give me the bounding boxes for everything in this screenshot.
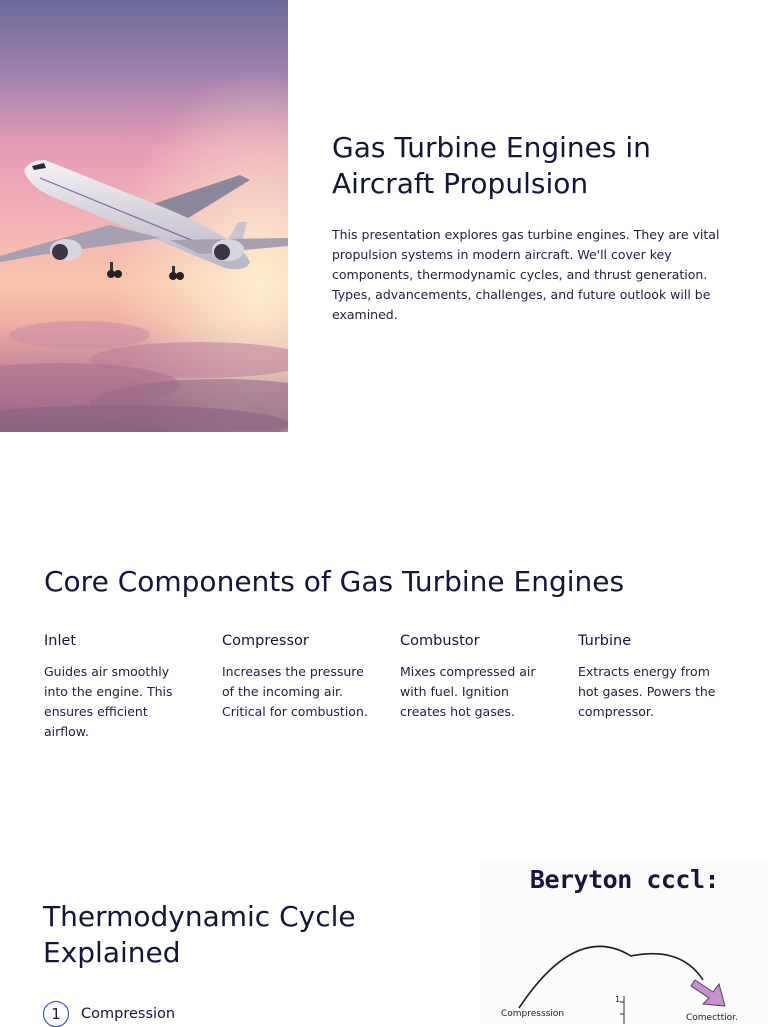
arrow-icon <box>691 980 725 1006</box>
diagram-label-right: Comecttior. <box>686 1013 738 1023</box>
step-number-badge: 1 <box>43 1001 69 1027</box>
cycle-step <box>43 1001 175 1027</box>
components-section-title: Core Components of Gas Turbine Engines <box>44 565 625 598</box>
component-title: Combustor <box>400 633 480 649</box>
component-description: Mixes compressed air with fuel. Ignition creates hot gases. <box>400 664 536 719</box>
hero-description: This presentation explores gas turbine engines. They are vital propulsion systems in modern aircraft. We'll cover key components, thermodynamic cycles, and thrust generation. Types, advancements, challenges, and future outlook will be examined. <box>332 227 720 322</box>
component-description: Extracts energy from hot gases. Powers the compressor. <box>578 664 716 719</box>
diagram-title: Beryton cccl: <box>529 865 720 894</box>
component-card-turbine <box>578 630 724 722</box>
component-card-compressor <box>222 630 368 722</box>
component-title: Inlet <box>44 633 77 649</box>
cycle-section-title: Thermodynamic Cycle Explained <box>43 900 356 969</box>
cycle-arc-graphic <box>481 862 768 1024</box>
component-title: Turbine <box>578 633 632 649</box>
diagram-label-left: Compresssion <box>501 1009 565 1019</box>
component-card-combustor <box>400 630 546 722</box>
component-description: Guides air smoothly into the engine. This ensures efficient airflow. <box>44 664 173 739</box>
step-label: Compression <box>81 1006 176 1022</box>
component-card-inlet <box>44 630 190 742</box>
component-title: Compressor <box>222 633 309 649</box>
hero-title: Gas Turbine Engines in Aircraft Propulsion <box>332 131 651 200</box>
component-description: Increases the pressure of the incoming air. Critical for combustion. <box>222 664 368 719</box>
brayton-cycle-diagram <box>481 862 768 1024</box>
hero-airplane-image <box>0 0 288 432</box>
diagram-axis-tick: 1 <box>615 995 621 1004</box>
